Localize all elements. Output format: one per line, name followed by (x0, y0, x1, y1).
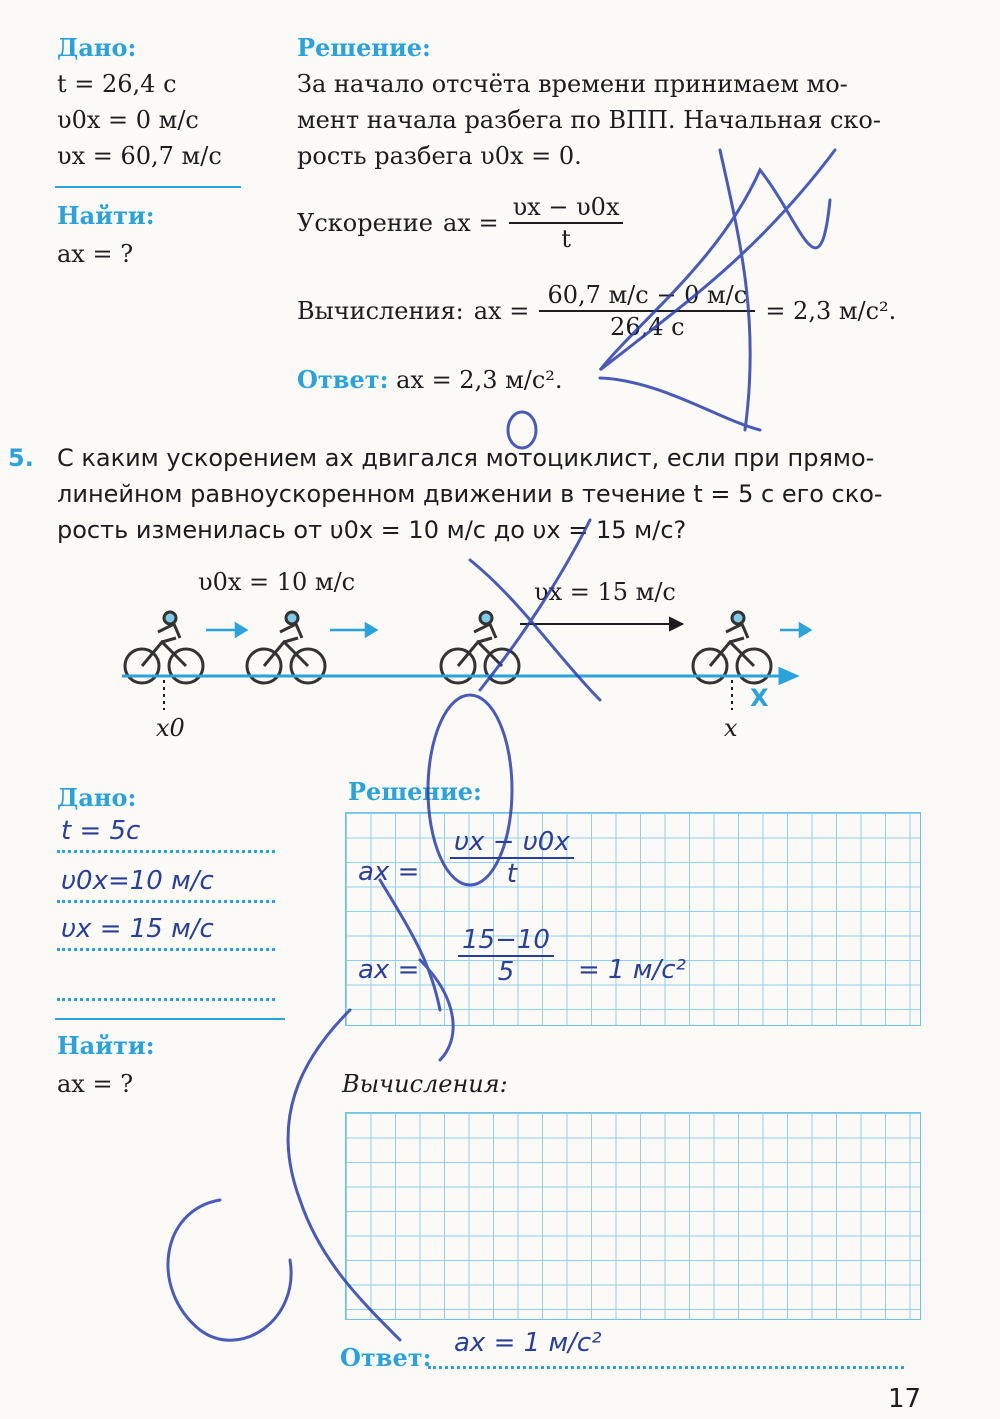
dano-title-5: Дано: (57, 783, 137, 812)
answer-line-5[interactable] (428, 1328, 904, 1369)
answer-value-4: ax = 2,3 м/с². (396, 366, 563, 394)
question-line-2: линейном равноускоренном движении в течение t = 5 с его ско- (57, 480, 883, 508)
answer-label-5: Ответ: (340, 1343, 432, 1372)
calc-fraction (539, 280, 755, 342)
v-label: υx = 15 м/с (534, 578, 676, 606)
accel-formula (297, 188, 623, 258)
hand-num-2: 15−10 (458, 925, 554, 957)
hand-result-2: = 1 м/с² (578, 955, 686, 985)
calc-result-4: = 2,3 м/с². (765, 297, 897, 325)
calc-numerator: 60,7 м/с − 0 м/с (539, 280, 755, 312)
answer-label-4: Ответ: (297, 365, 389, 394)
long-velocity-arrow-icon (520, 618, 682, 630)
position-marker-icon (164, 680, 732, 710)
hand-den-1: t (506, 859, 517, 889)
calc-var-4: ax = (473, 297, 530, 325)
dano-divider-4 (55, 186, 241, 188)
cyclist-icon (125, 612, 203, 683)
dano-title-4: Дано: (57, 33, 137, 62)
motion-diagram (110, 560, 830, 750)
x0-label: x0 (156, 714, 185, 742)
accel-numerator: υx − υ0x (509, 192, 624, 224)
hand-lhs-1: ax = (358, 857, 420, 887)
given-v-4: υx = 60,7 м/с (57, 142, 222, 170)
task-number-5: 5. (8, 444, 34, 472)
hand-den-2: 5 (497, 957, 515, 987)
text-line-3: рость разбега υ0x = 0. (297, 142, 582, 170)
calc-denominator: 26,4 с (610, 313, 685, 341)
najti-title-4: Найти: (57, 201, 155, 230)
calc-formula (297, 276, 896, 346)
cyclist-icon (441, 612, 519, 683)
cyclist-icon (247, 612, 325, 683)
given-hand-v: υx = 15 м/с (61, 914, 214, 944)
reshenie-title-5: Решение: (348, 777, 482, 806)
hand-num-1: υx − υ0x (450, 827, 574, 859)
calc-grid[interactable] (345, 1112, 921, 1320)
given-hand-t: t = 5с (61, 816, 141, 846)
given-t-4: t = 26,4 с (57, 70, 177, 98)
given-line-4[interactable] (57, 970, 275, 1001)
accel-fraction (509, 192, 624, 254)
reshenie-title-4: Решение: (297, 33, 431, 62)
v0-label: υ0x = 10 м/с (198, 568, 356, 596)
calc-label-4: Вычисления: (297, 297, 464, 325)
diagram-graphics (110, 560, 830, 750)
text-line-1: За начало отсчёта времени принимаем мо- (297, 70, 848, 98)
question-line-1: С каким ускорением ax двигался мотоциклист, если при прямо- (57, 444, 875, 472)
given-v0-4: υ0x = 0 м/с (57, 106, 199, 134)
accel-denominator: t (561, 225, 571, 253)
given-hand-v0: υ0x=10 м/с (61, 866, 214, 896)
answer-row-4 (297, 362, 563, 398)
axis-label: X (750, 684, 769, 712)
given-line-2[interactable] (57, 866, 275, 903)
hand-lhs-2: ax = (358, 955, 420, 985)
find-4: ax = ? (57, 240, 134, 268)
question-line-3: рость изменилась от υ0x = 10 м/с до υx = 15 м/с? (57, 516, 687, 544)
find-5: ax = ? (57, 1070, 134, 1098)
cyclist-icon (693, 612, 771, 683)
accel-label: Ускорение (297, 209, 433, 237)
x-label: x (724, 714, 738, 742)
answer-hand-5: ax = 1 м/с² (454, 1328, 602, 1358)
najti-title-5: Найти: (57, 1031, 155, 1060)
hand-fraction-1 (450, 827, 574, 889)
dano-divider-5 (55, 1018, 285, 1020)
given-line-1[interactable] (57, 816, 275, 853)
hand-fraction-2 (458, 925, 554, 987)
accel-var: ax = (443, 209, 499, 237)
given-line-3[interactable] (57, 914, 275, 951)
page-number: 17 (888, 1384, 922, 1414)
text-line-2: мент начала разбега по ВПП. Начальная ско- (297, 106, 881, 134)
solution-grid[interactable] (345, 812, 921, 1026)
calc-label-5: Вычисления: (342, 1070, 508, 1098)
